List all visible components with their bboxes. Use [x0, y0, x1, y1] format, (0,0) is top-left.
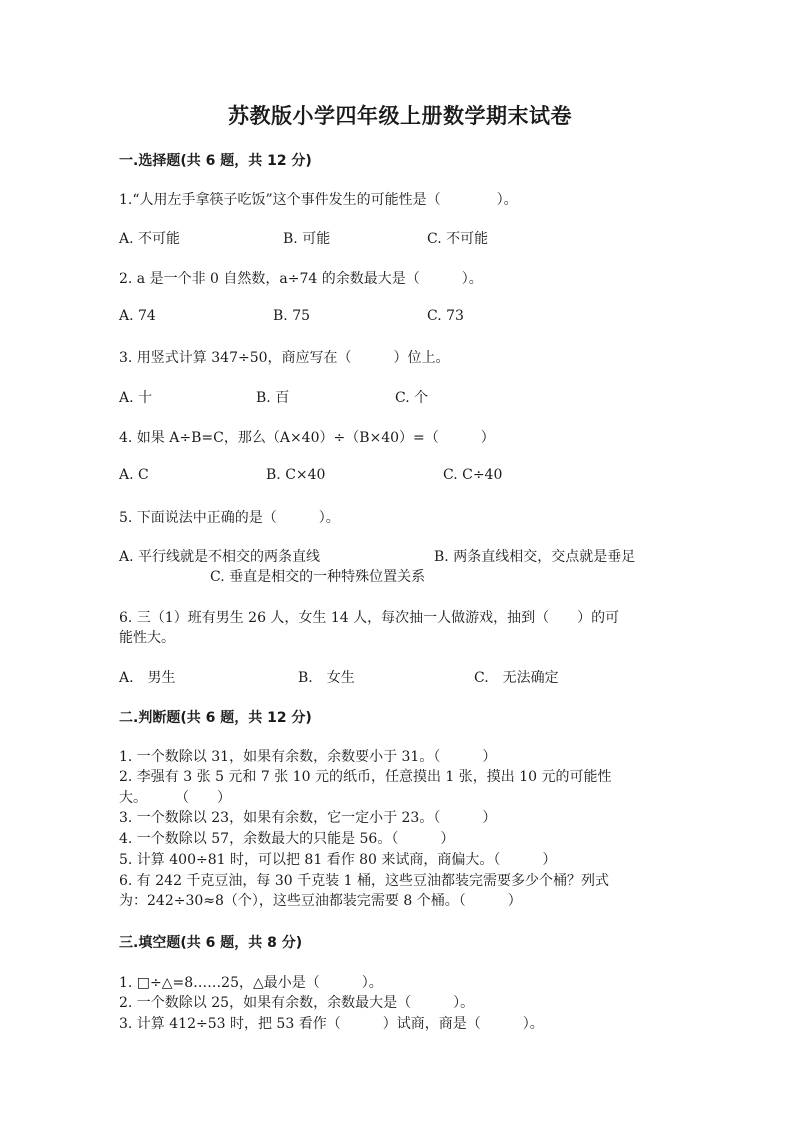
q3-option-c: C. 个 — [395, 390, 429, 406]
judgement-line: 3. 一个数除以 23，如果有余数，它一定小于 23。（ ） — [119, 810, 497, 826]
question-6-line1: 6. 三（1）班有男生 26 人，女生 14 人，每次抽一人做游戏，抽到（ ）的可 — [119, 610, 620, 626]
q2-option-b: B. 75 — [273, 308, 311, 324]
judgement-line: 大。 （ ） — [119, 790, 231, 806]
question-6-line2: 能性大。 — [119, 630, 175, 646]
fill-blank-line: 1. □÷△=8……25，△最小是（ ）。 — [119, 975, 383, 991]
q4-option-c: C. C÷40 — [443, 467, 503, 483]
q4-option-a: A. C — [119, 467, 149, 483]
q2-option-a: A. 74 — [119, 308, 156, 324]
judgement-line: 6. 有 242 千克豆油，每 30 千克装 1 桶，这些豆油都装完需要多少个桶？列式 — [119, 873, 609, 889]
question-5: 5. 下面说法中正确的是（ ）。 — [119, 510, 340, 526]
q6-option-c: C. 无法确定 — [474, 670, 559, 686]
question-3: 3. 用竖式计算 347÷50，商应写在（ ）位上。 — [119, 350, 450, 366]
q2-option-c: C. 73 — [427, 308, 464, 324]
q6-option-b: B. 女生 — [298, 670, 355, 686]
section-heading-fill-blank: 三.填空题(共 6 题，共 8 分) — [119, 935, 303, 951]
q5-option-c: C. 垂直是相交的一种特殊位置关系 — [210, 569, 426, 585]
judgement-line: 5. 计算 400÷81 时，可以把 81 看作 80 来试商，商偏大。（ ） — [119, 852, 557, 868]
q3-option-a: A. 十 — [119, 390, 153, 406]
judgement-line: 为：242÷30≈8（个），这些豆油都装完需要 8 个桶。（ ） — [119, 893, 522, 909]
question-4: 4. 如果 A÷B=C，那么（A×40）÷（B×40）=（ ） — [119, 430, 495, 446]
judgement-line: 1. 一个数除以 31，如果有余数，余数要小于 31。（ ） — [119, 749, 497, 765]
q1-option-a: A. 不可能 — [119, 231, 181, 247]
page-title: 苏教版小学四年级上册数学期末试卷 — [228, 103, 572, 128]
judgement-line: 2. 李强有 3 张 5 元和 7 张 10 元的纸币，任意摸出 1 张，摸出 10 元的可能性 — [119, 769, 612, 785]
fill-blank-line: 3. 计算 412÷53 时，把 53 看作（ ）试商，商是（ ）。 — [119, 1016, 544, 1032]
question-1: 1.“人用左手拿筷子吃饭”这个事件发生的可能性是（ ）。 — [119, 192, 518, 208]
question-2: 2. a 是一个非 0 自然数，a÷74 的余数最大是（ ）。 — [119, 271, 483, 287]
q5-option-a: A. 平行线就是不相交的两条直线 — [119, 549, 321, 565]
q5-option-b: B. 两条直线相交，交点就是垂足 — [434, 549, 636, 565]
q6-option-a: A. 男生 — [119, 670, 176, 686]
judgement-line: 4. 一个数除以 57，余数最大的只能是 56。（ ） — [119, 831, 455, 847]
fill-blank-line: 2. 一个数除以 25，如果有余数，余数最大是（ ）。 — [119, 995, 475, 1011]
q4-option-b: B. C×40 — [266, 467, 326, 483]
section-heading-choice: 一.选择题(共 6 题，共 12 分) — [119, 153, 312, 169]
q1-option-b: B. 可能 — [283, 231, 331, 247]
q1-option-c: C. 不可能 — [427, 231, 489, 247]
q3-option-b: B. 百 — [256, 390, 290, 406]
section-heading-judgement: 二.判断题(共 6 题，共 12 分) — [119, 710, 312, 726]
